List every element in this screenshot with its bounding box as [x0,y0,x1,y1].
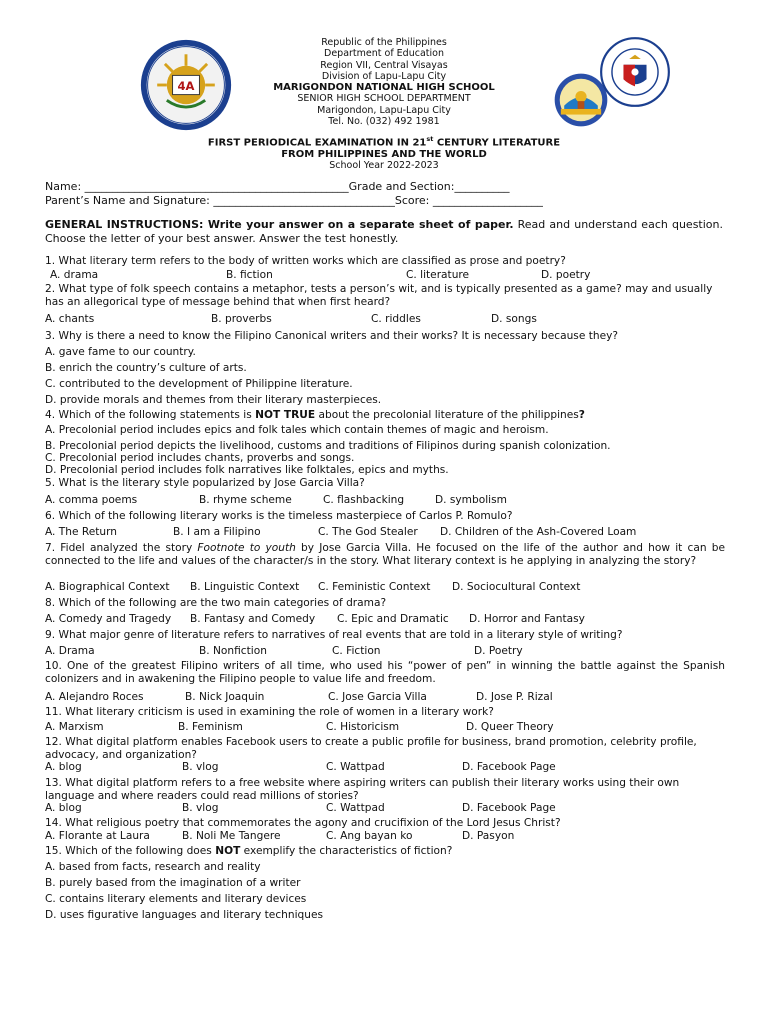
q7-option-c[interactable]: C. Feministic Context [318,581,431,593]
q6-option-b[interactable]: B. I am a Filipino [173,526,261,538]
q10-option-c[interactable]: C. Jose Garcia Villa [328,691,427,703]
question-6: 6. Which of the following literary works is the timeless masterpiece of Carlos P. Romulo? [45,510,513,522]
question-14: 14. What religious poetry that commemorates the agony and crucifixion of the Lord Jesus Christ? [45,817,561,829]
header-tel: Tel. No. (032) 492 1981 [328,116,440,128]
question-9: 9. What major genre of literature refers to narratives of real events that are told in a literary style of writing? [45,629,623,641]
q15-option-d[interactable]: D. uses figurative languages and literary techniques [45,909,323,921]
q5-option-b[interactable]: B. rhyme scheme [199,494,292,506]
q3-option-a[interactable]: A. gave fame to our country. [45,346,196,358]
q7-option-a[interactable]: A. Biographical Context [45,581,170,593]
q14-option-b[interactable]: B. Noli Me Tangere [182,830,281,842]
q15-option-c[interactable]: C. contains literary elements and literary devices [45,893,307,905]
q9-option-a[interactable]: A. Drama [45,645,95,657]
q12-option-d[interactable]: D. Facebook Page [462,761,556,773]
q2-option-d[interactable]: D. songs [491,313,537,325]
q6-option-a[interactable]: A. The Return [45,526,118,538]
header-region: Region VII, Central Visayas [320,59,448,71]
q1-option-b[interactable]: B. fiction [226,269,273,281]
q15-option-b[interactable]: B. purely based from the imagination of a writer [45,877,301,889]
q13-option-c[interactable]: C. Wattpad [326,802,385,814]
header-address: Marigondon, Lapu-Lapu City [317,104,451,116]
q13-option-a[interactable]: A. blog [45,802,82,814]
question-2: 2. What type of folk speech contains a metaphor, tests a person’s wit, and is typically presented as a game? may and usually has an allegorical type of message behind that when first heard? [45,283,713,309]
q7-option-b[interactable]: B. Linguistic Context [190,581,300,593]
q4-option-a[interactable]: A. Precolonial period includes epics and folk tales which contain themes of magic and heroism. [45,424,549,436]
q5-option-d[interactable]: D. symbolism [435,494,507,506]
q3-option-b[interactable]: B. enrich the country’s culture of arts. [45,362,247,374]
q2-option-a[interactable]: A. chants [45,313,95,325]
school-year: School Year 2022-2023 [329,160,439,172]
q8-option-c[interactable]: C. Epic and Dramatic [337,613,449,625]
q6-option-d[interactable]: D. Children of the Ash-Covered Loam [440,526,637,538]
q13-option-d[interactable]: D. Facebook Page [462,802,556,814]
header-dept: SENIOR HIGH SCHOOL DEPARTMENT [297,93,471,105]
q14-option-c[interactable]: C. Ang bayan ko [326,830,413,842]
q12-option-a[interactable]: A. blog [45,761,82,773]
q2-option-b[interactable]: B. proverbs [211,313,272,325]
q11-option-d[interactable]: D. Queer Theory [466,721,554,733]
parent-score-field[interactable]: Parent’s Name and Signature: _________________________________Score: ____________________ [45,194,543,207]
q4-option-d[interactable]: D. Precolonial period includes folk narratives like folktales, epics and myths. [45,464,449,476]
q9-option-c[interactable]: C. Fiction [332,645,381,657]
question-1: 1. What literary term refers to the body of written works which are classified as prose and poetry? [45,255,566,267]
q1-option-c[interactable]: C. literature [406,269,470,281]
q11-option-b[interactable]: B. Feminism [178,721,243,733]
q7-option-d[interactable]: D. Sociocultural Context [452,581,581,593]
q10-option-b[interactable]: B. Nick Joaquin [185,691,265,703]
header-republic: Republic of the Philippines [321,37,447,48]
letterhead [0,37,768,127]
question-15: 15. Which of the following does NOT exemplify the characteristics of fiction? [45,845,453,857]
svg-text:4A: 4A [177,78,195,93]
q10-option-d[interactable]: D. Jose P. Rizal [476,691,553,703]
q1-option-d[interactable]: D. poetry [541,269,591,281]
question-7: 7. Fidel analyzed the story Footnote to youth by Jose Garcia Villa. He focused on the life of the author and how it can be connected to the life and values of the character/s in the story. What literary context is he applying in analyzing the story? [45,542,725,568]
header-school-name: MARIGONDON NATIONAL HIGH SCHOOL [273,82,495,94]
q3-option-d[interactable]: D. provide morals and themes from their literary masterpieces. [45,394,382,406]
question-13: 13. What digital platform refers to a free website where aspiring writers can publish their literary works using their own language and where readers could read millions of stories? [45,777,680,803]
q9-option-d[interactable]: D. Poetry [474,645,523,657]
q4-option-b[interactable]: B. Precolonial period depicts the livelihood, customs and traditions of Filipinos during spanish colonization. [45,440,611,452]
q15-option-a[interactable]: A. based from facts, research and reality [45,861,261,873]
title-line-2: FROM PHILIPPINES AND THE WORLD [281,148,487,160]
q6-option-c[interactable]: C. The God Stealer [318,526,418,538]
q8-option-a[interactable]: A. Comedy and Tragedy [45,613,172,625]
q12-option-c[interactable]: C. Wattpad [326,761,385,773]
student-info-fields [45,180,725,208]
name-grade-field[interactable]: Name: ________________________________________________Grade and Section:__________ [45,180,510,193]
header-department: Department of Education [324,48,444,60]
q10-option-a[interactable]: A. Alejandro Roces [45,691,144,703]
q5-option-a[interactable]: A. comma poems [45,494,138,506]
question-3: 3. Why is there a need to know the Filipino Canonical writers and their works? It is necessary because they? [45,330,618,342]
question-12: 12. What digital platform enables Facebook users to create a public profile for business, brand promotion, celebrity profile, advocacy, and organization? [45,736,697,762]
question-11: 11. What literary criticism is used in examining the role of women in a literary work? [45,706,494,718]
general-instructions: GENERAL INSTRUCTIONS: Write your answer on a separate sheet of paper. Read and understand each question. Choose the letter of your best answer. Answer the test honestly. [45,218,723,245]
question-5: 5. What is the literary style popularized by Jose Garcia Villa? [45,477,365,489]
q11-option-a[interactable]: A. Marxism [45,721,104,733]
exam-title [0,134,768,172]
q11-option-c[interactable]: C. Historicism [326,721,400,733]
q8-option-b[interactable]: B. Fantasy and Comedy [190,613,316,625]
q14-option-a[interactable]: A. Florante at Laura [45,830,150,842]
q5-option-c[interactable]: C. flashbacking [323,494,405,506]
question-10: 10. One of the greatest Filipino writers of all time, who used his “power of pen” in winning the battle against the Spanish colonizers and in awakening the Filipino people to value life and freedom. [45,660,725,686]
title-line-1: FIRST PERIODICAL EXAMINATION IN 21st CENTURY LITERATURE [207,135,561,149]
q9-option-b[interactable]: B. Nonfiction [199,645,267,657]
q12-option-b[interactable]: B. vlog [182,761,219,773]
q4-option-c[interactable]: C. Precolonial period includes chants, proverbs and songs. [45,452,355,464]
q3-option-c[interactable]: C. contributed to the development of Philippine literature. [45,378,353,390]
q8-option-d[interactable]: D. Horror and Fantasy [469,613,585,625]
q2-option-c[interactable]: C. riddles [371,313,421,325]
question-8: 8. Which of the following are the two main categories of drama? [45,597,387,609]
question-4: 4. Which of the following statements is NOT TRUE about the precolonial literature of the philippines? [45,409,585,421]
q14-option-d[interactable]: D. Pasyon [462,830,515,842]
q1-option-a[interactable]: A. drama [50,269,99,281]
q13-option-b[interactable]: B. vlog [182,802,219,814]
header-division: Division of Lapu-Lapu City [321,70,447,82]
